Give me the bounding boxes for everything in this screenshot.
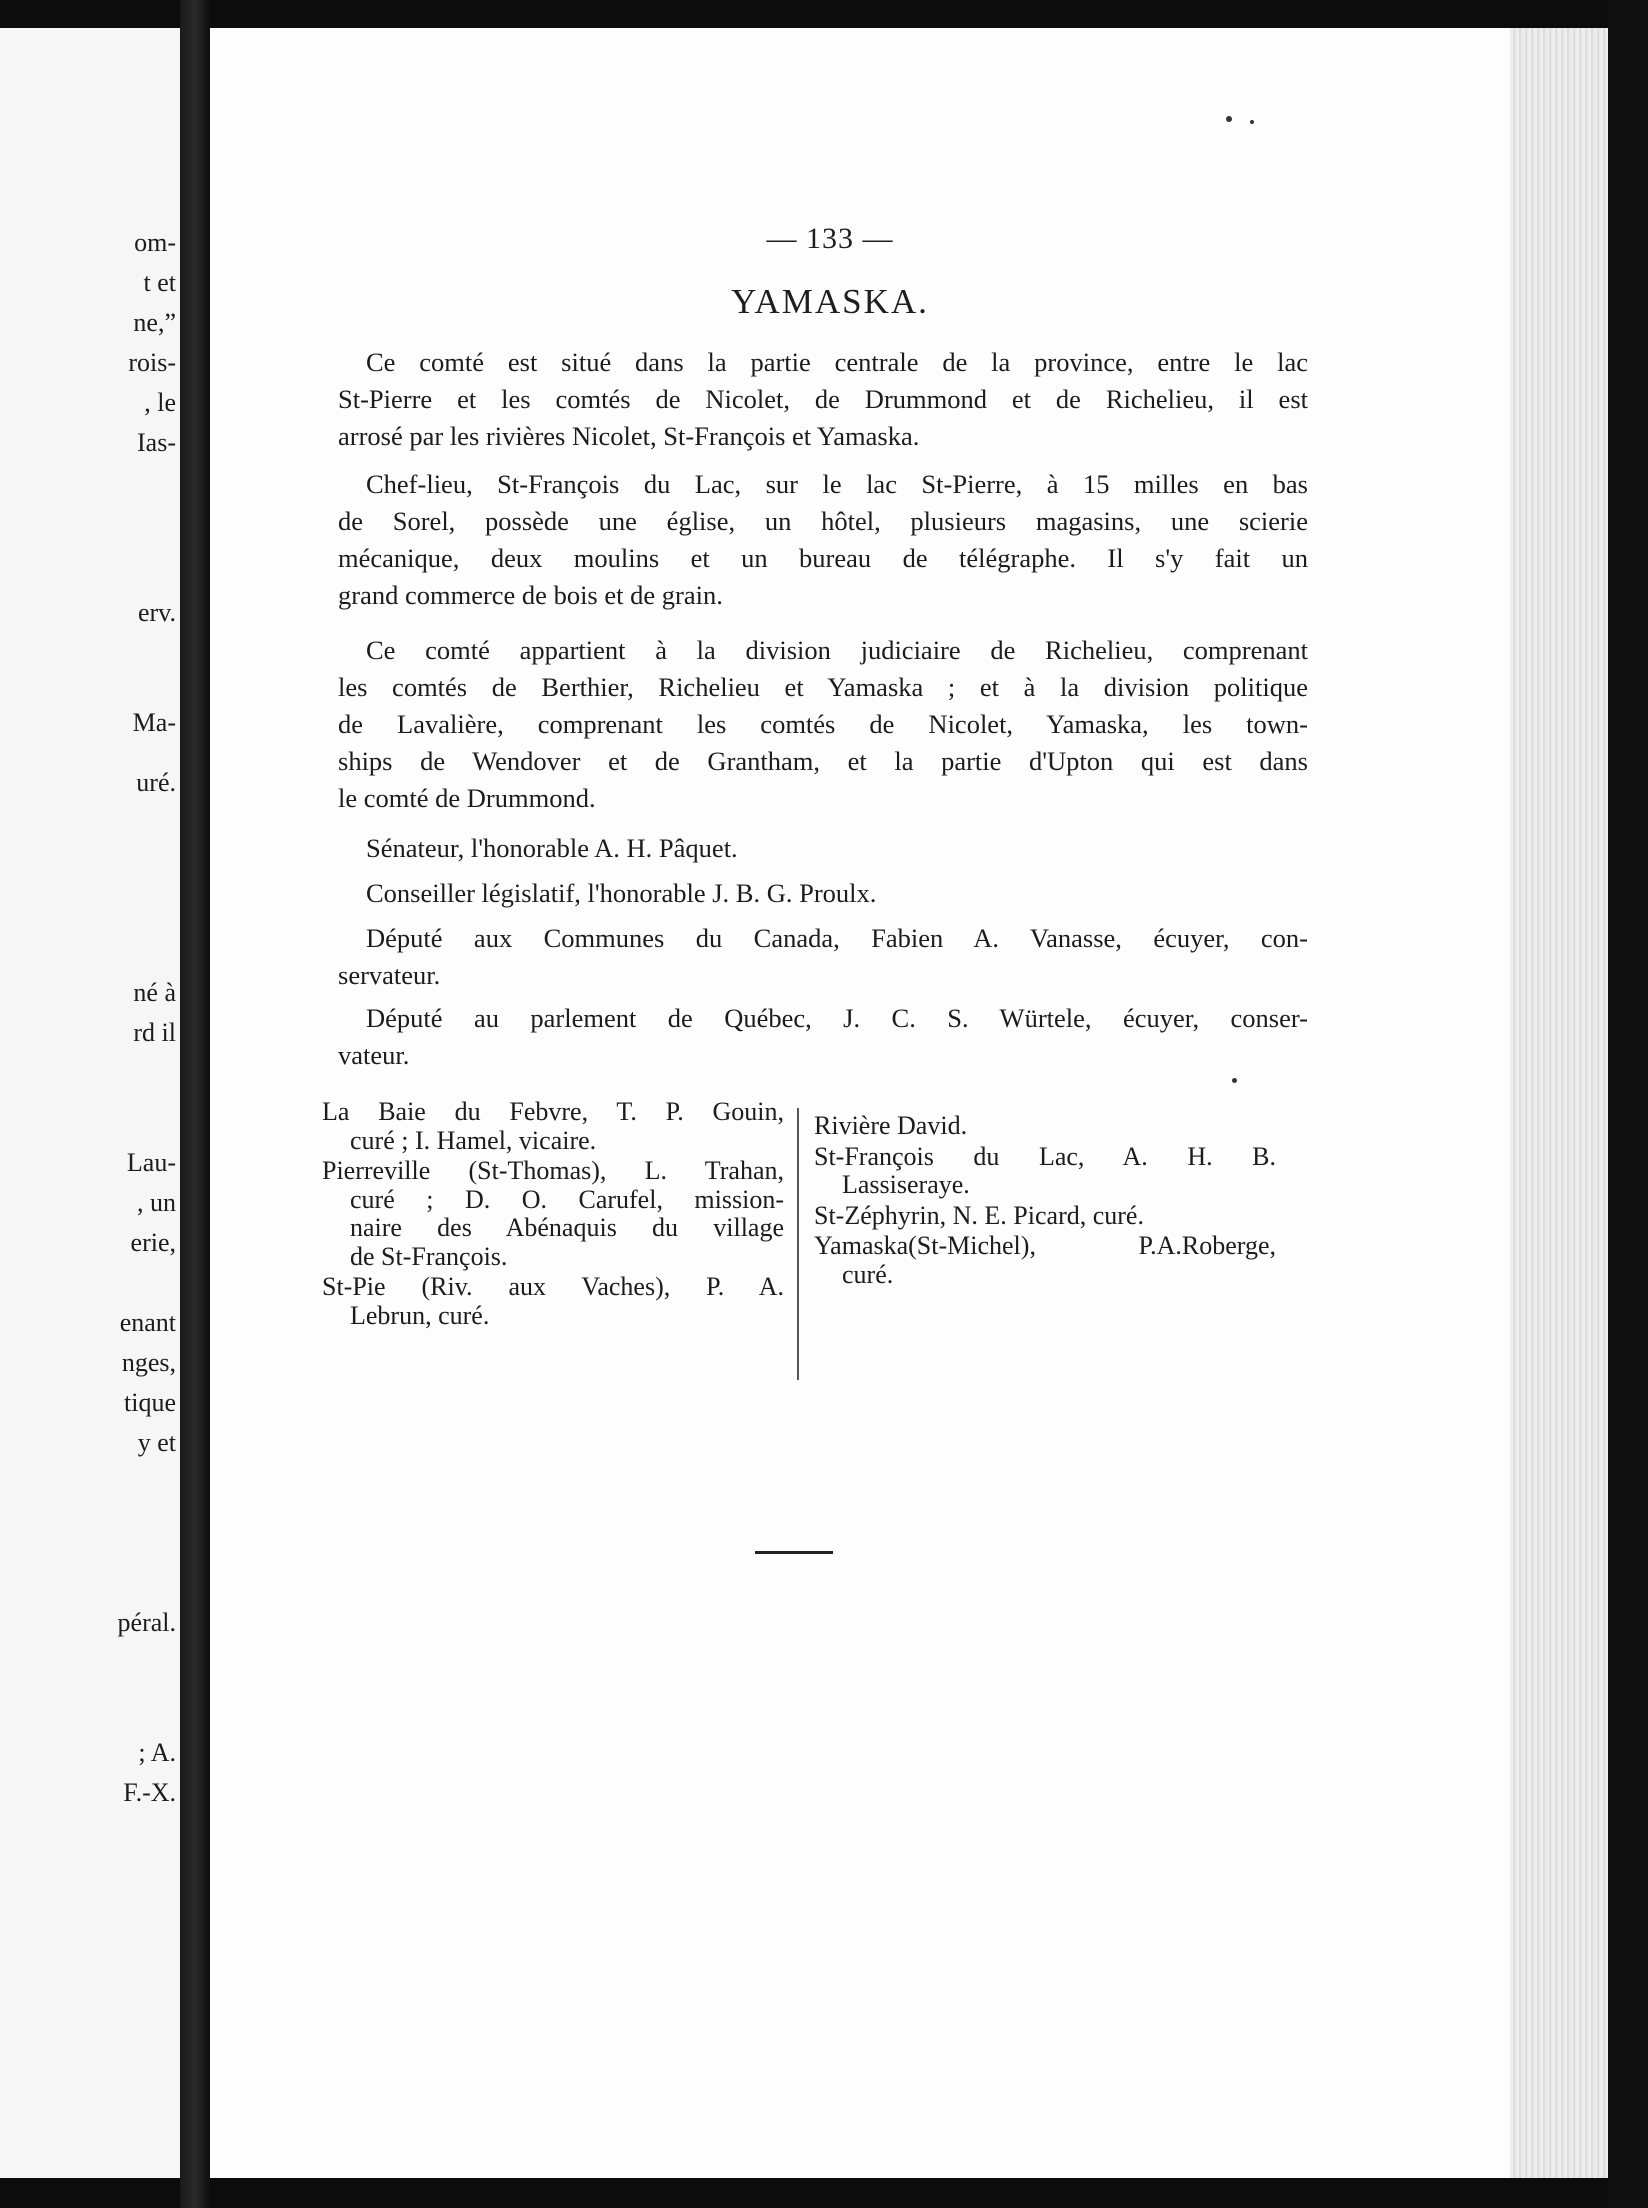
parish-entry (814, 1202, 1284, 1231)
parish-detail-line: curé ; I. Hamel, vicaire. (350, 1125, 597, 1155)
parish-entry (814, 1143, 1284, 1200)
facing-page-fragment: erv. (137, 598, 176, 627)
text-line: grand commerce de bois et de grain. (338, 580, 723, 610)
scan-background-top (0, 0, 1648, 28)
page-number: — 133 — (766, 222, 894, 255)
parish-detail-line: Lassiseraye. (842, 1170, 970, 1199)
parish-name-line: Pierreville (St-Thomas), L. Trahan, (322, 1157, 784, 1185)
facing-page-fragment: né à (133, 978, 176, 1007)
facing-page-fragment: enant (119, 1308, 176, 1337)
parish-name-line: St-Zéphyrin, N. E. Picard, curé. (814, 1200, 1144, 1230)
facing-page-fragment: t et (143, 268, 176, 297)
facing-page-fragment: om- (134, 228, 176, 257)
facing-page-fragment: tique (124, 1388, 176, 1417)
facing-page-fragment: Lau- (126, 1148, 176, 1177)
section-end-rule (755, 1551, 833, 1554)
facing-page-fragment: , un (137, 1188, 176, 1217)
page-title: YAMASKA. (731, 282, 929, 321)
parish-entry (814, 1112, 1284, 1141)
facing-page-fragment: nges, (121, 1348, 176, 1377)
text-line: Député aux Communes du Canada, Fabien A. Vanasse, écuyer, con- (366, 923, 1308, 953)
parish-detail-line: curé ; D. O. Carufel, mission- (350, 1185, 784, 1214)
facing-page-left (0, 28, 180, 2178)
paragraph (338, 1000, 1308, 1074)
facing-page-fragment: y et (137, 1428, 176, 1457)
page-edges (1510, 28, 1608, 2178)
facing-page-fragment: ne,” (133, 308, 176, 337)
facing-page-fragment: rd il (133, 1018, 176, 1047)
text-line: le comté de Drummond. (338, 783, 596, 813)
parish-detail-line: naire des Abénaquis du village (350, 1214, 784, 1242)
ink-speck (1232, 1078, 1237, 1083)
parish-entry (322, 1157, 784, 1271)
text-line: les comtés de Berthier, Richelieu et Yamaska ; et à la division politique (338, 672, 1308, 702)
parish-entry (814, 1232, 1284, 1289)
paragraph (338, 344, 1308, 455)
parish-detail-line: de St-François. (350, 1241, 508, 1271)
facing-page-fragment: Ma- (132, 708, 176, 737)
parish-list-left (322, 1098, 784, 1332)
parish-entry (322, 1098, 784, 1155)
text-line: Sénateur, l'honorable A. H. Pâquet. (366, 833, 738, 863)
parish-name-line: St-Pie (Riv. aux Vaches), P. A. (322, 1273, 784, 1301)
paragraph (338, 466, 1308, 614)
text-line: de Lavalière, comprenant les comtés de Nicolet, Yamaska, les town- (338, 709, 1308, 739)
text-line: Chef-lieu, St-François du Lac, sur le lac St-Pierre, à 15 milles en bas (366, 469, 1308, 499)
text-line: Ce comté appartient à la division judiciaire de Richelieu, comprenant (366, 635, 1308, 665)
text-line: mécanique, deux moulins et un bureau de télégraphe. Il s'y fait un (338, 543, 1308, 573)
text-line: Député au parlement de Québec, J. C. S. Würtele, écuyer, conser- (366, 1003, 1308, 1033)
scan-background-right (1608, 0, 1648, 2208)
parish-list-right (814, 1112, 1284, 1291)
paragraph (338, 875, 1308, 912)
facing-page-fragment: , le (144, 388, 176, 417)
facing-page-fragment: uré. (136, 768, 176, 797)
paragraph (338, 920, 1308, 994)
text-line: St-Pierre et les comtés de Nicolet, de Drummond et de Richelieu, il est (338, 384, 1308, 414)
text-line: vateur. (338, 1040, 410, 1070)
book-gutter (180, 0, 210, 2208)
scan-background-bottom (0, 2178, 1648, 2208)
paragraph (338, 632, 1308, 817)
text-line: servateur. (338, 960, 441, 990)
facing-page-fragment: ; A. (138, 1738, 176, 1767)
ink-speck (1226, 116, 1232, 122)
text-line: de Sorel, possède une église, un hôtel, plusieurs magasins, une scierie (338, 506, 1308, 536)
facing-page-fragment: rois- (128, 348, 176, 377)
facing-page-fragment: Ias- (137, 428, 176, 457)
parish-detail-line: curé. (842, 1259, 894, 1289)
facing-page-fragment: F.-X. (123, 1778, 176, 1807)
text-line: arrosé par les rivières Nicolet, St-François et Yamaska. (338, 421, 920, 451)
parish-entry (322, 1273, 784, 1330)
parish-name-line: La Baie du Febvre, T. P. Gouin, (322, 1098, 784, 1126)
paragraph (338, 830, 1308, 867)
facing-page-fragment: péral. (117, 1608, 176, 1637)
text-line: ships de Wendover et de Grantham, et la partie d'Upton qui est dans (338, 746, 1308, 776)
text-line: Ce comté est situé dans la partie centrale de la province, entre le lac (366, 347, 1308, 377)
facing-page-fragment: erie, (130, 1228, 176, 1257)
parish-name-line: Yamaska(St-Michel), P.A.Roberge, (814, 1232, 1276, 1260)
parish-detail-line: Lebrun, curé. (350, 1300, 490, 1330)
ink-speck (1250, 120, 1254, 124)
column-divider (797, 1108, 799, 1380)
text-line: Conseiller législatif, l'honorable J. B. G. Proulx. (366, 878, 877, 908)
parish-name-line: Rivière David. (814, 1111, 968, 1140)
parish-name-line: St-François du Lac, A. H. B. (814, 1142, 1276, 1171)
